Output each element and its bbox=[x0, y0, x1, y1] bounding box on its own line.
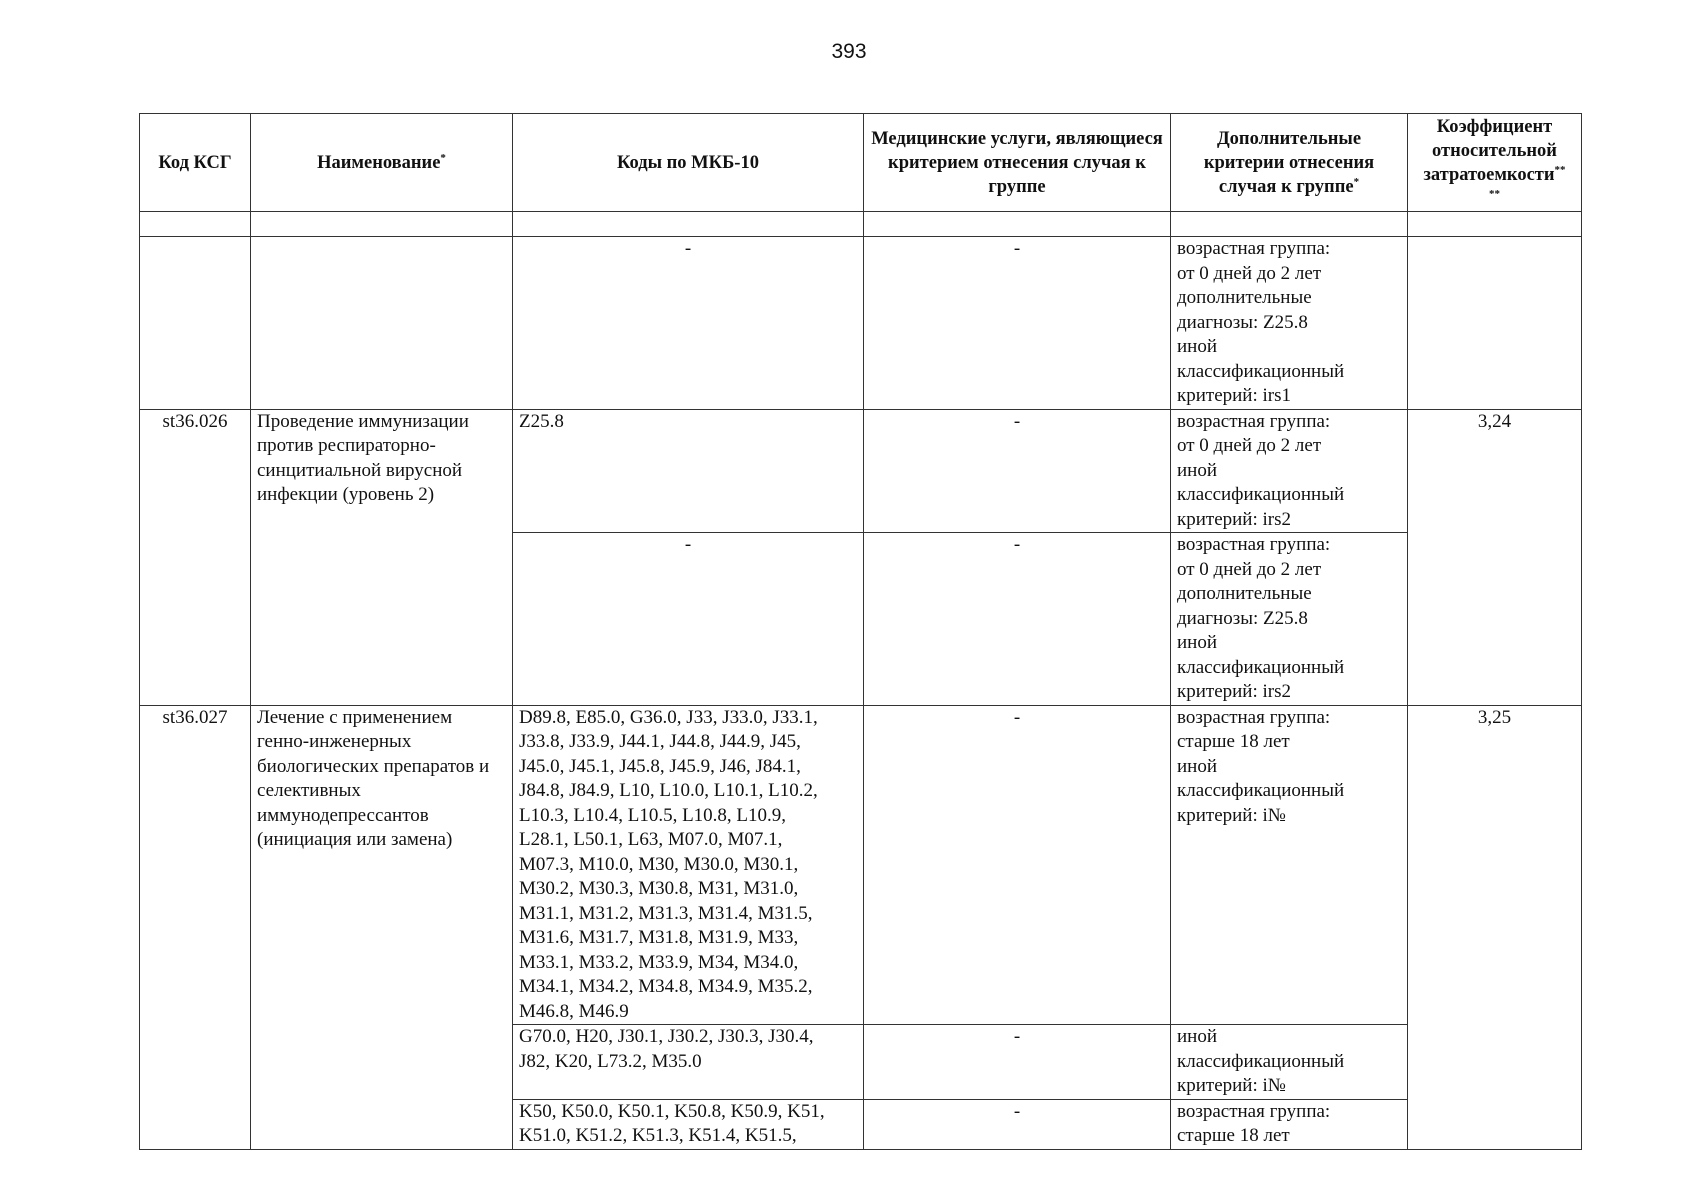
ksg-code-cell: st36.026 bbox=[140, 409, 251, 705]
header-row bbox=[140, 114, 1582, 212]
services-cell: - bbox=[864, 705, 1171, 1025]
coef-cell: 3,25 bbox=[1408, 705, 1582, 1149]
header-name: Наименование* bbox=[251, 114, 513, 212]
services-cell: - bbox=[864, 409, 1171, 533]
header-name-footnote-mark: * bbox=[440, 151, 446, 164]
mkb-codes-cell: G70.0, H20, J30.1, J30.2, J30.3, J30.4, J82, K20, L73.2, M35.0 bbox=[513, 1025, 864, 1100]
criteria-cell: иной классификационный критерий: i№ bbox=[1171, 1025, 1408, 1100]
table-row bbox=[140, 705, 1582, 1025]
header-coef: Коэффициент относительной затратоемкости** ** bbox=[1408, 114, 1582, 212]
header-coef-footnote-mark-2: ** bbox=[1489, 187, 1500, 200]
coef-cell: 3,24 bbox=[1408, 409, 1582, 705]
mkb-codes-cell: K50, K50.0, K50.1, K50.8, K50.9, K51, K51.0, K51.2, K51.3, K51.4, K51.5, bbox=[513, 1099, 864, 1149]
mkb-codes-cell: D89.8, E85.0, G36.0, J33, J33.0, J33.1, J33.8, J33.9, J44.1, J44.8, J44.9, J45, J45.0, J45.1, J45.8, J45.9, J46, J84.1, J84.8, J84.9, L10, L10.0, L10.1, L10.2, L10.3, L10.4, L10.5, L10.8, L10.9, L28.1, L50.1, L63, M07.0, M07.1, M07.3, M10.0, M30, M30.0, M30.1, M30.2, M30.3, M30.8, M31, M31.0, M31.1, M31.2, M31.3, M31.4, M31.5, M31.6, M31.7, M31.8, M31.9, M33, M33.1, M33.2, M33.9, M34, M34.0, M34.1, M34.2, M34.8, M34.9, M35.2, M46.8, M46.9 bbox=[513, 705, 864, 1025]
mkb-codes-cell: - bbox=[513, 237, 864, 410]
table-row bbox=[140, 409, 1582, 533]
header-criteria-footnote-mark: * bbox=[1353, 175, 1360, 188]
services-cell: - bbox=[864, 1099, 1171, 1149]
page-number: 393 bbox=[831, 40, 867, 63]
criteria-cell: возрастная группа: старше 18 лет иной классификационный критерий: i№ bbox=[1171, 705, 1408, 1025]
criteria-cell: возрастная группа: от 0 дней до 2 лет дополнительные диагнозы: Z25.8 иной классификационный критерий: irs1 bbox=[1171, 237, 1408, 410]
coef-cell bbox=[1408, 237, 1582, 410]
services-cell: - bbox=[864, 237, 1171, 410]
mkb-codes-cell: - bbox=[513, 533, 864, 706]
services-cell: - bbox=[864, 533, 1171, 706]
ksg-name-cell: Проведение иммунизации против респираторно- синцитиальной вирусной инфекции (уровень 2) bbox=[251, 409, 513, 705]
header-spacer-row bbox=[140, 212, 1582, 237]
services-cell: - bbox=[864, 1025, 1171, 1100]
ksg-code-cell bbox=[140, 237, 251, 410]
ksg-name-cell: Лечение с применением генно-инженерных биологических препаратов и селективных иммунодепрессантов (инициация или замена) bbox=[251, 705, 513, 1149]
table-row bbox=[140, 237, 1582, 410]
criteria-cell: возрастная группа: старше 18 лет bbox=[1171, 1099, 1408, 1149]
criteria-cell: возрастная группа: от 0 дней до 2 лет иной классификационный критерий: irs2 bbox=[1171, 409, 1408, 533]
mkb-codes-cell: Z25.8 bbox=[513, 409, 864, 533]
header-mkb: Коды по МКБ-10 bbox=[513, 114, 864, 212]
ksg-code-cell: st36.027 bbox=[140, 705, 251, 1149]
header-services: Медицинские услуги, являющиеся критерием отнесения случая к группе bbox=[864, 114, 1171, 212]
header-criteria: Дополнительные критерии отнесения случая к группе* bbox=[1171, 114, 1408, 212]
ksg-name-cell bbox=[251, 237, 513, 410]
ksg-table bbox=[139, 113, 1582, 1150]
header-code: Код КСГ bbox=[140, 114, 251, 212]
criteria-cell: возрастная группа: от 0 дней до 2 лет дополнительные диагнозы: Z25.8 иной классификационный критерий: irs2 bbox=[1171, 533, 1408, 706]
header-coef-footnote-mark: ** bbox=[1554, 163, 1566, 176]
